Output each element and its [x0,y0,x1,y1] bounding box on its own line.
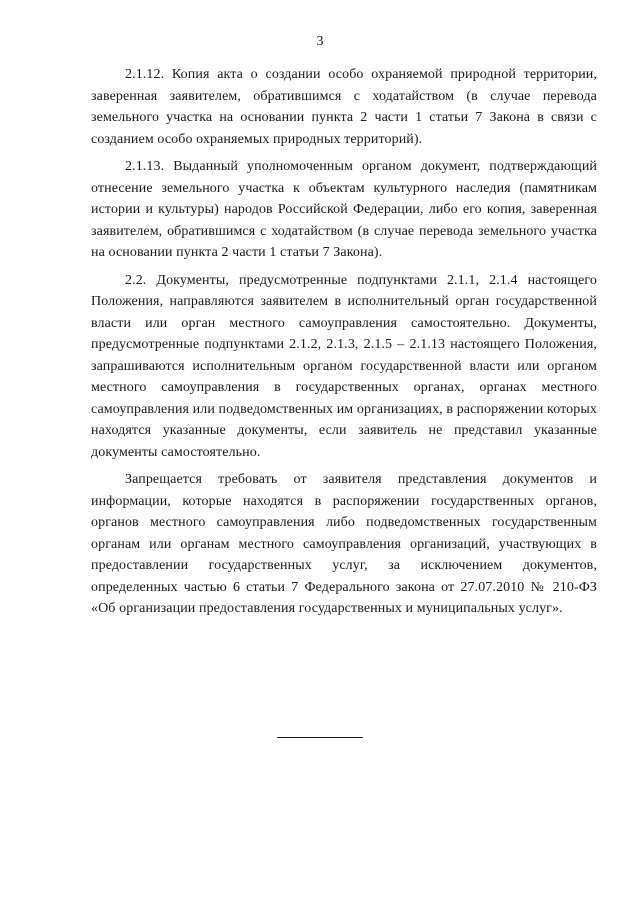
paragraph-2-1-13: 2.1.13. Выданный уполномоченным органом документ, подтверждающий отнесение земельного участка к объектам культурного наследия (памятникам истории и культуры) народов Российской Федерации, либо его копия, заверенная заявителем, обратившимся с ходатайством (в случае перевода земельного участка на основании пункта 2 части 1 статьи 7 Закона). [91,159,597,260]
paragraph-2-1-12: 2.1.12. Копия акта о создании особо охраняемой природной территории, заверенная заявителем, обратившимся с ходатайством (в случае перевода земельного участка на основании пункта 2 части 1 статьи 7 Закона в связи с созданием особо охраняемых природных территорий). [91,67,597,147]
paragraph-prohibition: Запрещается требовать от заявителя представления документов и информации, которые находятся в распоряжении государственных органов, органов местного самоуправления либо подведомственных государственным органам или органам местного самоуправления организаций, участвующих в предоставлении государственных услуг, за исключением документов, определенных частью 6 статьи 7 Федерального закона от 27.07.2010 № 210-ФЗ «Об организации предоставления государственных и муниципальных услуг». [91,472,597,616]
end-divider-line [277,737,363,738]
paragraph-2-2: 2.2. Документы, предусмотренные подпунктами 2.1.1, 2.1.4 настоящего Положения, направляются заявителем в исполнительный орган государственной власти или орган местного самоуправления самостоятельно. Документы, предусмотренные подпунктами 2.1.2, 2.1.3, 2.1.5 – 2.1.13 настоящего Положения, запрашиваются исполнительным органом государственной власти или органом местного самоуправления в государственных органах, органах местного самоуправления или подведомственных им организациях, в распоряжении которых находятся указанные документы, если заявитель не представил указанные документы самостоятельно. [91,272,597,460]
page-number: 3 [316,34,324,49]
document-body [91,64,597,626]
